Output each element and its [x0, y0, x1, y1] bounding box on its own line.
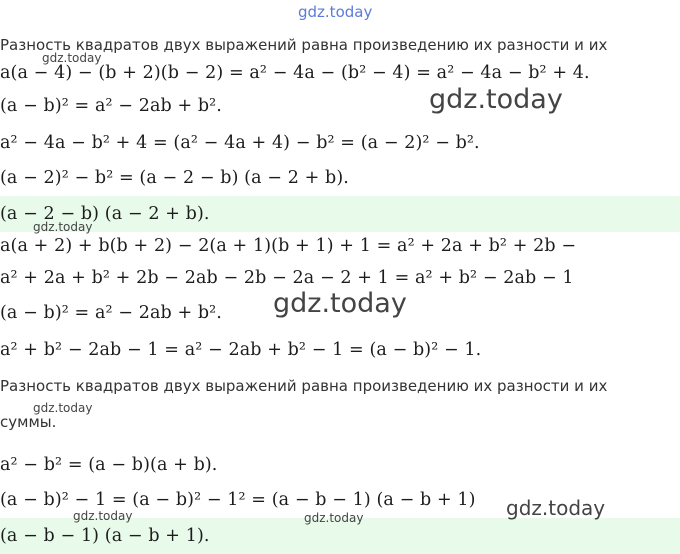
watermark-medium-1: gdz.today [506, 496, 606, 520]
watermark-small-2: gdz.today [33, 220, 93, 234]
section2-line1: a(a + 2) + b(b + 2) − 2(a + 1)(b + 1) + 1 = a² + 2a + b² + 2b − [0, 236, 577, 256]
section1-line2: (a − b)² = a² − 2ab + b². [0, 96, 222, 116]
section1-heading: Разность квадратов двух выражений равна произведению их разности и их [0, 36, 608, 54]
header-watermark: gdz.today [298, 3, 373, 21]
section1-answer: (a − 2 − b) (a − 2 + b). [0, 204, 210, 224]
section1-line1: a(a − 4) − (b + 2)(b − 2) = a² − 4a − (b² − 4) = a² − 4a − b² + 4. [0, 63, 590, 83]
watermark-small-3: gdz.today [33, 401, 93, 415]
watermark-large-2: gdz.today [273, 288, 407, 319]
section2-line3: (a − b)² = a² − 2ab + b². [0, 303, 222, 323]
watermark-small-5: gdz.today [304, 511, 364, 525]
watermark-small-4: gdz.today [73, 509, 133, 523]
section2-line2: a² + 2a + b² + 2b − 2ab − 2b − 2a − 2 + 1 = a² + b² − 2ab − 1 [0, 268, 574, 288]
section3-line2: (a − b)² − 1 = (a − b)² − 1² = (a − b − 1) (a − b + 1) [0, 490, 476, 510]
section2-line4: a² + b² − 2ab − 1 = a² − 2ab + b² − 1 = (a − b)² − 1. [0, 340, 482, 360]
watermark-small-1: gdz.today [42, 51, 102, 65]
section3-heading-line2: суммы. [0, 413, 57, 431]
section1-line4: (a − 2)² − b² = (a − 2 − b) (a − 2 + b). [0, 168, 349, 188]
section3-line1: a² − b² = (a − b)(a + b). [0, 455, 218, 475]
watermark-large-1: gdz.today [429, 84, 563, 115]
section3-answer: (a − b − 1) (a − b + 1). [0, 526, 210, 546]
section3-heading-line1: Разность квадратов двух выражений равна произведению их разности и их [0, 377, 608, 395]
section1-line3: a² − 4a − b² + 4 = (a² − 4a + 4) − b² = (a − 2)² − b². [0, 133, 480, 153]
